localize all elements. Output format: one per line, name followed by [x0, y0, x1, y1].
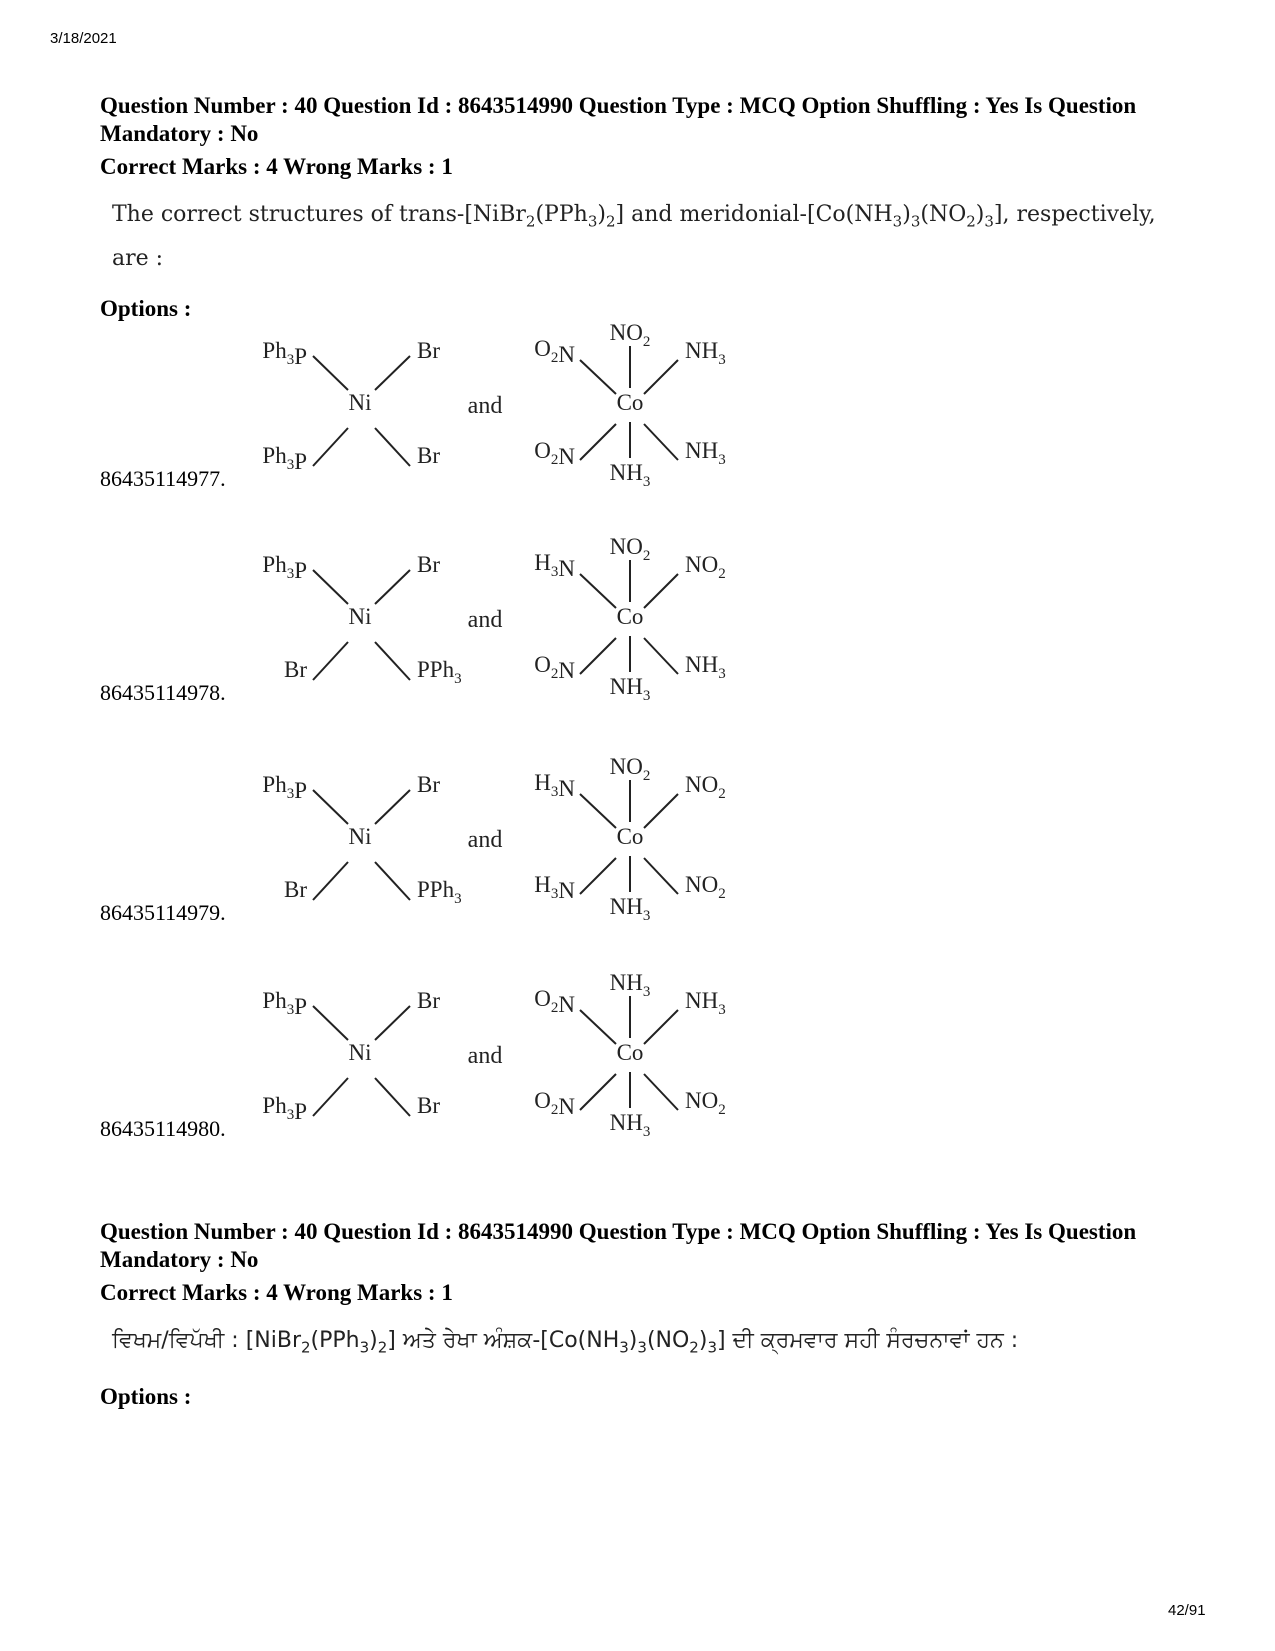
- ni-bond: [313, 862, 348, 900]
- co-bond: [644, 794, 678, 828]
- ni-atom-label: Ni: [348, 1040, 372, 1065]
- co-atom-label: Co: [616, 390, 644, 415]
- co-ligand-lower-left: $O_2N$: [534, 438, 575, 469]
- ni-bond: [375, 1006, 410, 1040]
- co-ligand-lower-right: $NH_3$: [685, 438, 726, 468]
- ni-atom-label: Ni: [348, 390, 372, 415]
- and-label: and: [467, 393, 503, 419]
- co-bond: [580, 794, 616, 828]
- co-ligand-upper-right: $NH_3$: [685, 988, 726, 1018]
- co-atom-label: Co: [616, 604, 644, 629]
- option-id: 86435114977.: [100, 466, 226, 491]
- marks-line: Correct Marks : 4 Wrong Marks : 1: [100, 154, 453, 179]
- ni-atom-label: Ni: [348, 824, 372, 849]
- co-ligand-bottom: $NH_3$: [609, 460, 651, 490]
- co-bond: [644, 858, 678, 894]
- co-ligand-lower-right: $NO_2$: [685, 1088, 726, 1118]
- ni-complex: [262, 772, 461, 907]
- ni-bond: [313, 1006, 348, 1040]
- and-label: and: [467, 607, 503, 633]
- co-bond: [644, 1010, 678, 1044]
- co-atom-label: Co: [616, 1040, 644, 1065]
- co-bond: [580, 360, 616, 394]
- co-bond: [580, 424, 616, 460]
- co-ligand-upper-right: $NH_3$: [685, 338, 726, 368]
- option-structure-1: [235, 318, 795, 493]
- co-ligand-upper-left: $O_2N$: [534, 336, 575, 367]
- co-ligand-upper-right: $NO_2$: [685, 772, 726, 802]
- option-structure-3: [235, 752, 795, 927]
- ni-ligand-upper-left: $Ph_3P$: [262, 772, 307, 803]
- co-bond: [644, 574, 678, 608]
- and-label: and: [467, 827, 503, 853]
- co-complex: [534, 534, 725, 704]
- ni-bond: [375, 570, 410, 604]
- page-number: 42/91: [1168, 1602, 1206, 1619]
- co-ligand-upper-left: $H_3N$: [534, 770, 575, 801]
- ni-ligand-upper-left: $Ph_3P$: [262, 338, 307, 369]
- question-text: The correct structures of trans-$[NiBr_2(PPh_3)_2]$ and meridonial-$[Co(NH_3)_3(NO_2)_3]$, respectively, are :: [112, 202, 1156, 272]
- options-label: Options :: [100, 1384, 192, 1410]
- co-bond: [580, 1010, 616, 1044]
- co-complex: [534, 320, 725, 490]
- co-ligand-lower-left: $O_2N$: [534, 1088, 575, 1119]
- ni-ligand-lower-right: Br: [417, 443, 440, 468]
- ni-complex: [262, 552, 461, 687]
- co-ligand-upper-left: $H_3N$: [534, 550, 575, 581]
- option-id: 86435114979.: [100, 900, 226, 925]
- ni-ligand-lower-right: Br: [417, 1093, 440, 1118]
- co-ligand-lower-right: $NO_2$: [685, 872, 726, 902]
- ni-ligand-lower-left: $Ph_3P$: [262, 1093, 307, 1124]
- ni-ligand-upper-right: Br: [417, 552, 440, 577]
- ni-ligand-lower-left: Br: [284, 657, 307, 682]
- ni-bond: [313, 570, 348, 604]
- co-ligand-top: $NO_2$: [609, 534, 651, 564]
- question-block-english: [100, 92, 1180, 322]
- ni-ligand-lower-left: Br: [284, 877, 307, 902]
- co-ligand-upper-left: $O_2N$: [534, 986, 575, 1017]
- co-ligand-top: $NH_3$: [609, 970, 651, 1000]
- ni-bond: [375, 428, 410, 466]
- co-ligand-lower-left: $O_2N$: [534, 652, 575, 683]
- option-id: 86435114980.: [100, 1116, 226, 1141]
- option-structure-4: [235, 968, 795, 1143]
- option-structure-2: [235, 532, 795, 707]
- co-ligand-lower-left: $H_3N$: [534, 872, 575, 903]
- ni-bond: [313, 428, 348, 466]
- co-bond: [644, 360, 678, 394]
- ni-complex: [262, 988, 440, 1124]
- ni-ligand-upper-left: $Ph_3P$: [262, 988, 307, 1019]
- co-ligand-bottom: $NH_3$: [609, 1110, 651, 1140]
- co-bond: [644, 1074, 678, 1110]
- co-bond: [644, 638, 678, 674]
- options-label: Options :: [100, 296, 192, 322]
- co-atom-label: Co: [616, 824, 644, 849]
- question-text: ਵਿਖਮ/ਵਿਪੱਖੀ : $[NiBr_2(PPh_3)_2]$ ਅਤੇ ਰੇਖਾ $ਅੰਸ਼ਕ-[Co(NH_3)_3(NO_2)_3]$ ਦੀ ਕ੍ਰਮਵਾਰ ਸਹੀ ਸੰਰਚਨਾਵਾਂ ਹਨ :: [112, 1328, 1019, 1357]
- co-ligand-lower-right: $NH_3$: [685, 652, 726, 682]
- co-bond: [580, 1074, 616, 1110]
- co-complex: [534, 754, 725, 924]
- co-bond: [580, 638, 616, 674]
- question-header: Question Number : 40 Question Id : 8643514990 Question Type : MCQ Option Shuffling : Yes Is Question Mandatory : No: [100, 1219, 1137, 1272]
- ni-ligand-upper-left: $Ph_3P$: [262, 552, 307, 583]
- ni-bond: [313, 1078, 348, 1116]
- ni-ligand-upper-right: Br: [417, 338, 440, 363]
- ni-bond: [313, 790, 348, 824]
- ni-ligand-upper-right: Br: [417, 772, 440, 797]
- co-bond: [580, 574, 616, 608]
- ni-bond: [375, 356, 410, 390]
- co-ligand-top: $NO_2$: [609, 320, 651, 350]
- ni-complex: [262, 338, 440, 474]
- co-complex: [534, 970, 725, 1140]
- print-date: 3/18/2021: [50, 30, 117, 47]
- ni-bond: [375, 862, 410, 900]
- co-ligand-bottom: $NH_3$: [609, 674, 651, 704]
- option-id: 86435114978.: [100, 680, 226, 705]
- ni-bond: [313, 356, 348, 390]
- question-header: Question Number : 40 Question Id : 8643514990 Question Type : MCQ Option Shuffling : Yes Is Question Mandatory : No: [100, 93, 1137, 146]
- co-ligand-bottom: $NH_3$: [609, 894, 651, 924]
- co-bond: [580, 858, 616, 894]
- ni-ligand-upper-right: Br: [417, 988, 440, 1013]
- ni-bond: [375, 1078, 410, 1116]
- ni-ligand-lower-right: PPh$_3$: [417, 877, 462, 907]
- ni-atom-label: Ni: [348, 604, 372, 629]
- co-bond: [644, 424, 678, 460]
- ni-bond: [375, 642, 410, 680]
- ni-ligand-lower-left: $Ph_3P$: [262, 443, 307, 474]
- and-label: and: [467, 1043, 503, 1069]
- ni-bond: [375, 790, 410, 824]
- ni-ligand-lower-right: PPh$_3$: [417, 657, 462, 687]
- question-block-punjabi: [100, 1218, 1180, 1410]
- ni-bond: [313, 642, 348, 680]
- co-ligand-top: $NO_2$: [609, 754, 651, 784]
- marks-line: Correct Marks : 4 Wrong Marks : 1: [100, 1280, 453, 1305]
- co-ligand-upper-right: $NO_2$: [685, 552, 726, 582]
